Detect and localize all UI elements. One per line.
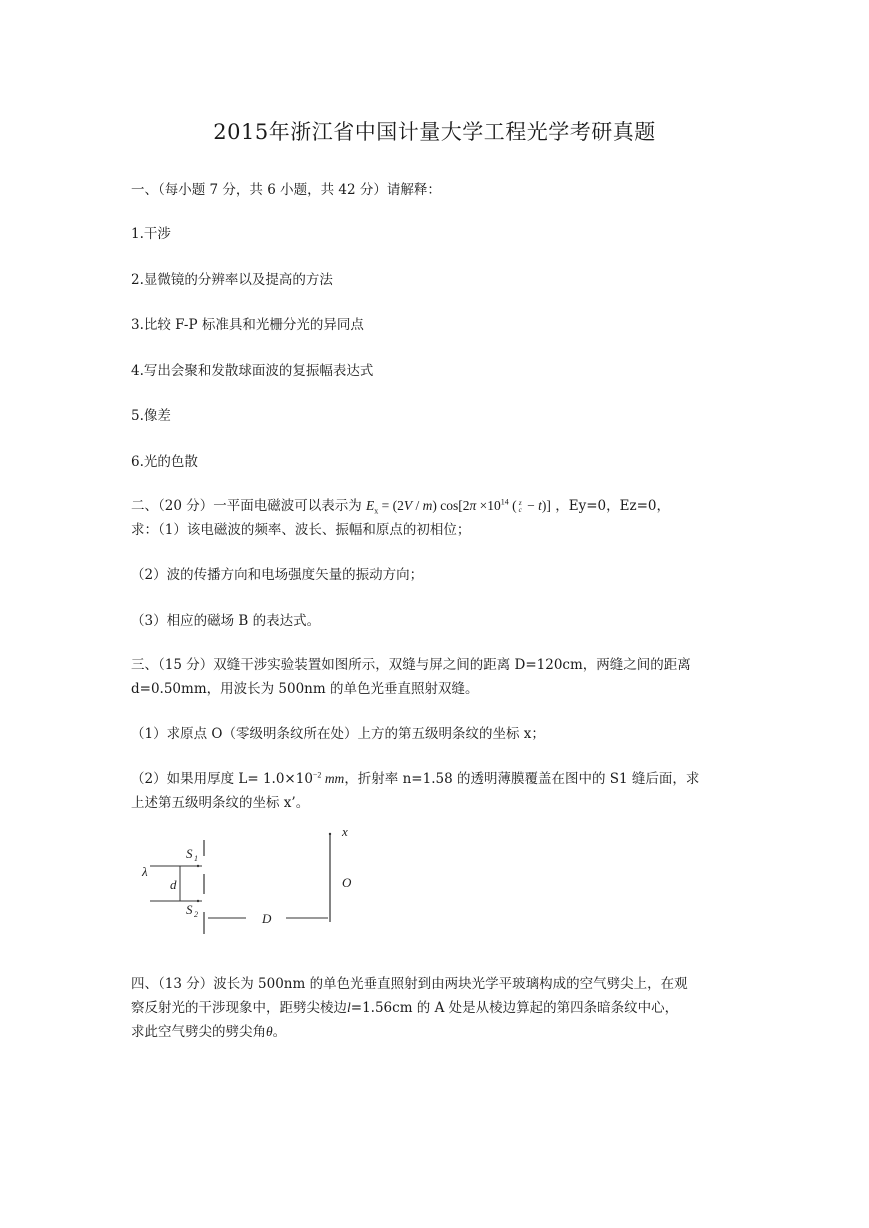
section-4-line-1: 四、（13 分）波长为 500nm 的单色光垂直照射到由两块光学平玻璃构成的空气劈尖上，在观 <box>131 976 688 992</box>
figure-label-O: O <box>342 875 352 890</box>
page-title: 2015年浙江省中国计量大学工程光学考研真题 <box>213 120 656 144</box>
question-1-4: 4.写出会聚和发散球面波的复振幅表达式 <box>131 363 374 379</box>
wave-equation: $E_x = (2V / m)$ $\cos[2\pi \times 10^{14}$ ( z c − t)] <box>366 497 551 516</box>
figure-label-x: x <box>342 824 348 839</box>
question-1-3: 3.比较 F-P 标准具和光栅分光的异同点 <box>131 317 364 333</box>
section-2-prefix: 二、（20 分）一平面电磁波可以表示为 <box>131 498 362 514</box>
question-3-1: （1）求原点 O（零级明条纹所在处）上方的第五级明条纹的坐标 x； <box>131 726 545 742</box>
section-2-line-1 <box>131 494 670 516</box>
question-3-2-line-1: （2）如果用厚度 $L= 1.0\times 10^{-2}$ mm，折射率 n=1.58 的透明薄膜覆盖在图中的 S1 缝后面，求 <box>131 770 700 787</box>
figure-label-s1: S <box>186 846 193 861</box>
question-3-2-line-2: 上述第五级明条纹的坐标 x’。 <box>131 795 310 811</box>
figure-label-s2: S <box>186 902 193 917</box>
question-2-2: （2）波的传播方向和电场强度矢量的振动方向； <box>131 567 424 583</box>
figure-label-D: D <box>262 911 272 926</box>
figure-label-s2-sub: 2 <box>194 910 198 919</box>
figure-label-s1-sub: 1 <box>194 854 198 863</box>
question-1-1: 1.干涉 <box>131 226 171 242</box>
section-3-line-1: 三、（15 分）双缝干涉实验装置如图所示，双缝与屏之间的距离 D=120cm，两缝之间的距离 <box>131 657 691 673</box>
double-slit-figure <box>136 822 366 940</box>
question-1-6: 6.光的色散 <box>131 454 198 470</box>
question-1-2: 2.显微镜的分辨率以及提高的方法 <box>131 272 333 288</box>
section-4-line-3: 求此空气劈尖的劈尖角θ。 <box>131 1024 287 1040</box>
figure-label-d: d <box>170 877 177 892</box>
figure-label-lambda: λ <box>142 864 148 879</box>
section-2-line-2: 求：（1）该电磁波的频率、波长、振幅和原点的初相位； <box>131 522 471 538</box>
section-4-line-2: 察反射光的干涉现象中，距劈尖棱边l=1.56cm 的 A 处是从棱边算起的第四条暗条纹中心， <box>131 1000 679 1016</box>
section-3-line-2: d=0.50mm，用波长为 500nm 的单色光垂直照射双缝。 <box>131 681 479 697</box>
section-2-suffix: ，Ey=0，Ez=0， <box>555 498 670 514</box>
question-2-3: （3）相应的磁场 B 的表达式。 <box>131 613 321 629</box>
section-1-heading: 一、（每小题 7 分，共 6 小题，共 42 分）请解释： <box>131 182 441 198</box>
question-1-5: 5.像差 <box>131 408 171 424</box>
